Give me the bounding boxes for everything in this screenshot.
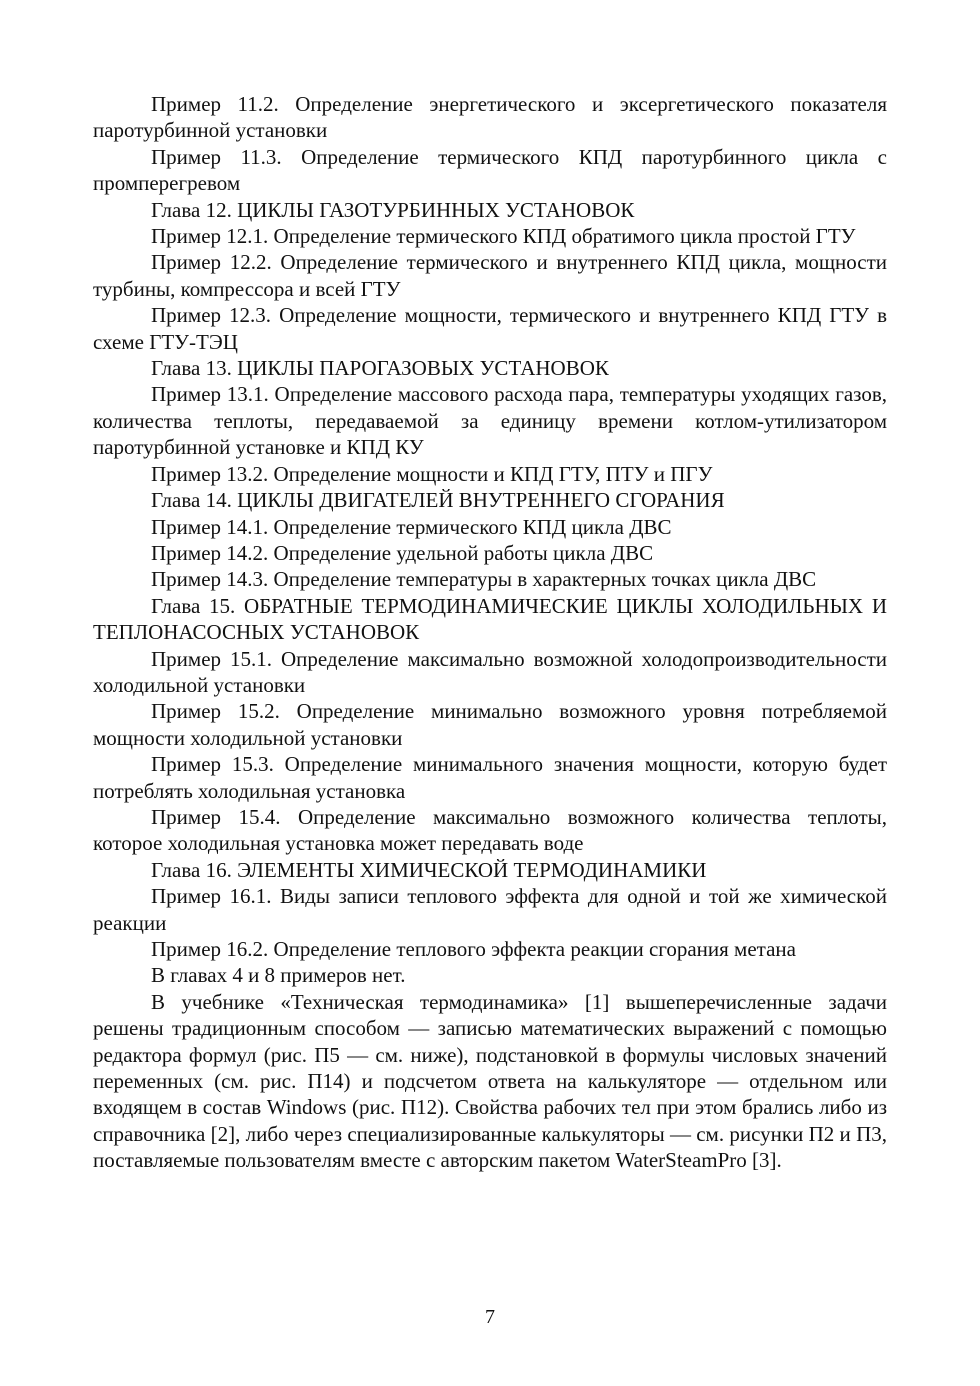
chapter-heading-16: Глава 16. ЭЛЕМЕНТЫ ХИМИЧЕСКОЙ ТЕРМОДИНАМИКИ [151, 857, 707, 882]
page-body [93, 91, 887, 1174]
paragraph-example-14-2: Пример 14.2. Определение удельной работы цикла ДВС [151, 540, 654, 565]
paragraph-no-examples: В главах 4 и 8 примеров нет. [151, 963, 406, 988]
paragraph-example-13-1: Пример 13.1. Определение массового расхода пара, температуры уходящих газов, количества теплоты, передаваемой за единицу времени котлом-утилизатором паротурбинной установке и КПД КУ [93, 382, 887, 460]
paragraph-example-12-1: Пример 12.1. Определение термического КПД обратимого цикла простой ГТУ [151, 224, 856, 249]
chapter-heading-12: Глава 12. ЦИКЛЫ ГАЗОТУРБИННЫХ УСТАНОВОК [151, 197, 635, 222]
paragraph-example-12-3: Пример 12.3. Определение мощности, термического и внутреннего КПД ГТУ в схеме ГТУ-ТЭЦ [93, 303, 887, 354]
paragraph-example-14-1: Пример 14.1. Определение термического КПД цикла ДВС [151, 514, 672, 539]
paragraph-example-14-3: Пример 14.3. Определение температуры в характерных точках цикла ДВС [151, 567, 817, 592]
paragraph-textbook-note: В учебнике «Техническая термодинамика» [1] вышеперечисленные задачи решены традиционным способом — записью математических выражений с помощью редактора формул (рис. П5 — см. ниже), подстановкой в формулы числовых значений переменных (см. рис. П14) и подсчетом ответа на калькуляторе — отдельном или входящем в состав Windows (рис. П12). Свойства рабочих тел при этом брались либо из справочника [2], либо через специализированные калькуляторы — см. рисунки П2 и П3, поставляемые пользователям вместе с авторским пакетом WaterSteamPro [3]. [93, 989, 887, 1173]
chapter-heading-13: Глава 13. ЦИКЛЫ ПАРОГАЗОВЫХ УСТАНОВОК [151, 356, 609, 381]
paragraph-example-15-1: Пример 15.1. Определение максимально возможной холодопроизводительности холодильной установки [93, 646, 887, 697]
paragraph-example-11-2: Пример 11.2. Определение энергетического и эксергетического показателя паротурбинной установки [93, 92, 887, 143]
paragraph-example-11-3: Пример 11.3. Определение термического КПД паротурбинного цикла с промперегревом [93, 144, 887, 196]
paragraph-example-15-4: Пример 15.4. Определение максимально возможного количества теплоты, которое холодильная установка может передавать воде [93, 804, 887, 856]
chapter-heading-15: Глава 15. ОБРАТНЫЕ ТЕРМОДИНАМИЧЕСКИЕ ЦИКЛЫ ХОЛОДИЛЬНЫХ И ТЕПЛОНАСОСНЫХ УСТАНОВОК [93, 593, 887, 645]
chapter-heading-14: Глава 14. ЦИКЛЫ ДВИГАТЕЛЕЙ ВНУТРЕННЕГО СГОРАНИЯ [151, 488, 725, 513]
paragraph-example-12-2: Пример 12.2. Определение термического и внутреннего КПД цикла, мощности турбины, компрессора и всей ГТУ [93, 250, 887, 301]
paragraph-example-13-2: Пример 13.2. Определение мощности и КПД ГТУ, ПТУ и ПГУ [151, 461, 713, 486]
paragraph-example-16-1: Пример 16.1. Виды записи теплового эффекта для одной и той же химической реакции [93, 884, 887, 935]
page-number: 7 [485, 1306, 495, 1328]
paragraph-example-15-2: Пример 15.2. Определение минимально возможного уровня потребляемой мощности холодильной установки [93, 699, 887, 750]
paragraph-example-16-2: Пример 16.2. Определение теплового эффекта реакции сгорания метана [151, 937, 796, 961]
paragraph-example-15-3: Пример 15.3. Определение минимального значения мощности, которую будет потреблять холодильная установка [93, 752, 887, 803]
